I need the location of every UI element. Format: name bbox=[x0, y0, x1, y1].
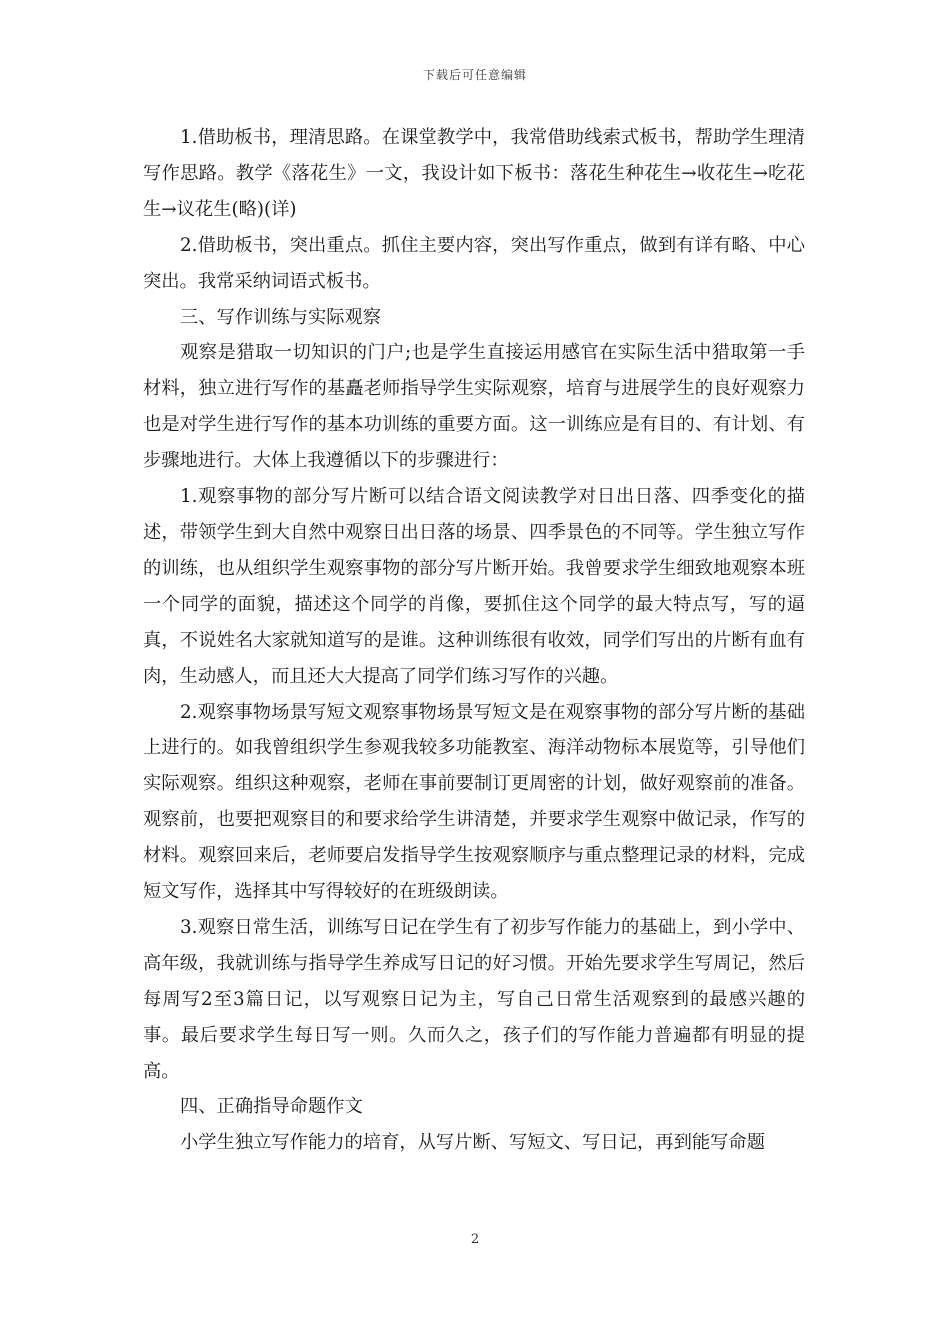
section-heading-writing-observation: 三、写作训练与实际观察 bbox=[180, 306, 382, 328]
page-number: 2 bbox=[470, 1232, 480, 1247]
paragraph-observation-step-3: 3.观察日常生活，训练写日记在学生有了初步写作能力的基础上，到小学中、高年级，我就训练与指导学生养成写日记的好习惯。开始先要求学生写周记，然后每周写2至3篇日记，以写观察日记为主，写自己日常生活观察到的最感兴趣的事。最后要求学生每日写一则。久而久之，孩子们的写作能力普遍都有明显的提高。 bbox=[143, 916, 805, 1082]
paragraph-observation-step-1: 1.观察事物的部分写片断可以结合语文阅读教学对日出日落、四季变化的描述，带领学生到大自然中观察日出日落的场景、四季景色的不同等。学生独立写作的训练，也从组织学生观察事物的部分写片断开始。我曾要求学生细致地观察本班一个同学的面貌，描述这个同学的肖像，要抓住这个同学的最大特点写，写的逼真，不说姓名大家就知道写的是谁。这种训练很有收效，同学们写出的片断有血有肉，生动感人，而且还大大提高了同学们练习写作的兴趣。 bbox=[143, 486, 805, 687]
paragraph-blackboard-focus: 2.借助板书，突出重点。抓住主要内容，突出写作重点，做到有详有略、中心突出。我常采纳词语式板书。 bbox=[143, 234, 805, 292]
page-header: 下载后可任意编辑 bbox=[422, 68, 527, 82]
paragraph-observation-intro: 观察是猎取一切知识的门户;也是学生直接运用感官在实际生活中猎取第一手材料，独立进行写作的基矗老师指导学生实际观察，培育与进展学生的良好观察力也是对学生进行写作的基本功训练的重要方面。这一训练应是有目的、有计划、有步骤地进行。大体上我遵循以下的步骤进行： bbox=[143, 342, 805, 472]
paragraph-blackboard-clarify: 1.借助板书，理清思路。在课堂教学中，我常借助线索式板书，帮助学生理清写作思路。教学《落花生》一文，我设计如下板书：落花生种花生→收花生→吃花生→议花生(略)(详) bbox=[143, 127, 805, 220]
document-body bbox=[143, 120, 805, 1161]
section-heading-topic-writing: 四、正确指导命题作文 bbox=[180, 1096, 363, 1118]
paragraph-observation-step-2: 2.观察事物场景写短文观察事物场景写短文是在观察事物的部分写片断的基础上进行的。如我曾组织学生参观我较多功能教室、海洋动物标本展览等，引导他们实际观察。组织这种观察，老师在事前要制订更周密的计划，做好观察前的准备。观察前，也要把观察目的和要求给学生讲清楚，并要求学生观察中做记录，作写的材料。观察回来后，老师要启发指导学生按观察顺序与重点整理记录的材料，完成短文写作，选择其中写得较好的在班级朗读。 bbox=[143, 701, 805, 903]
paragraph-topic-writing-intro: 小学生独立写作能力的培育，从写片断、写短文、写日记，再到能写命题 bbox=[180, 1132, 765, 1154]
